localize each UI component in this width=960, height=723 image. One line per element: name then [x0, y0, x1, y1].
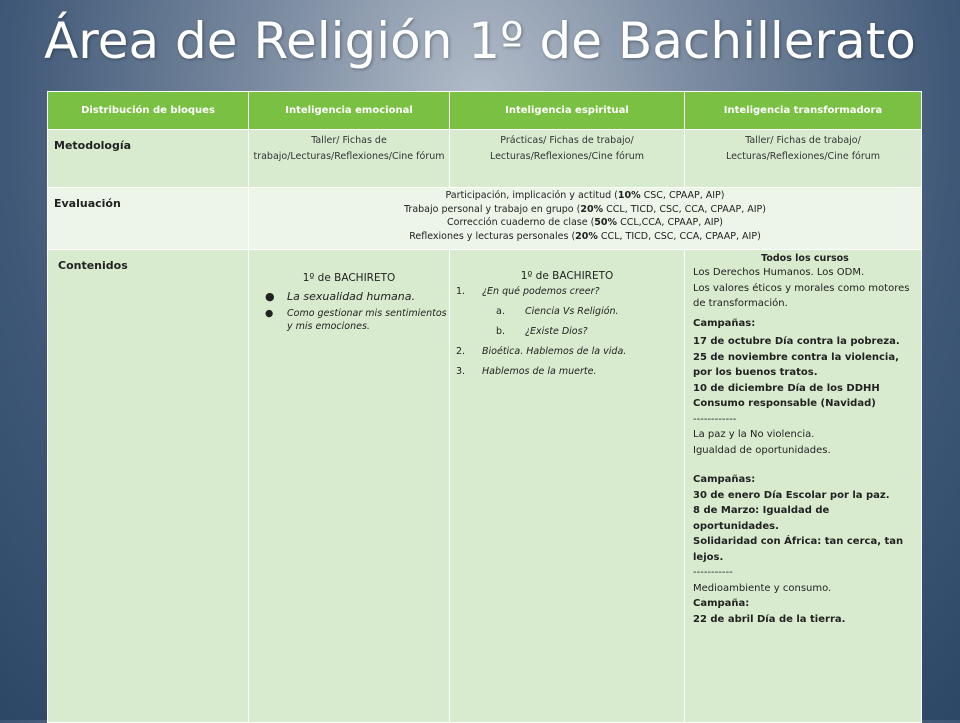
campaign-item: 10 de diciembre Día de los DDHH: [693, 382, 880, 394]
spacer: [693, 458, 917, 472]
curriculum-table: [47, 91, 922, 723]
text-line: La paz y la No violencia.: [693, 429, 815, 440]
evaluacion-line: [249, 203, 921, 217]
contenidos-label: Contenidos: [58, 259, 128, 272]
evaluacion-label: Evaluación: [54, 197, 121, 210]
espiritual-heading: 1º de BACHIRETO: [520, 270, 614, 282]
transformadora-content: [685, 250, 921, 627]
table-row-metodologia: [48, 130, 922, 188]
metodologia-emocional: Taller/ Fichas de trabajo/Lecturas/Reflexiones/Cine fórum: [253, 135, 445, 162]
campaign-item: Solidaridad con África: tan cerca, tan lejos.: [693, 536, 904, 563]
eval-text: CCL,CCA, CPAAP, AIP): [617, 217, 723, 228]
list-item: [450, 282, 684, 302]
text-line: Los valores éticos y morales como motores de transformación.: [693, 282, 910, 309]
campaign-label: Campañas:: [693, 317, 756, 329]
contenidos-transformadora-cell: [685, 250, 922, 723]
evaluacion-label-cell: [48, 188, 249, 250]
metodologia-transformadora: Taller/ Fichas de trabajo/ Lecturas/Reflexiones/Cine fórum: [725, 135, 881, 162]
eval-text: CCL, TICD, CSC, CCA, CPAAP, AIP): [597, 230, 761, 242]
text-line: Igualdad de oportunidades.: [693, 444, 831, 456]
list-number: b.: [496, 326, 506, 337]
list-number: 3.: [456, 366, 466, 377]
eval-percent: 20%: [575, 230, 598, 242]
eval-percent: 20%: [580, 203, 604, 215]
header-transformadora: Inteligencia transformadora: [685, 92, 922, 130]
metodologia-espiritual: Prácticas/ Fichas de trabajo/ Lecturas/Reflexiones/Cine fórum: [489, 135, 645, 162]
campaign-item: 17 de octubre Día contra la pobreza.: [693, 336, 900, 347]
bullet-icon: ●: [265, 308, 274, 319]
evaluacion-line: [249, 230, 921, 244]
evaluacion-line: [249, 216, 921, 230]
eval-percent: 10%: [617, 190, 641, 201]
eval-percent: 50%: [594, 217, 618, 228]
campaign-item: 22 de abril Día de la tierra.: [693, 613, 846, 625]
list-item-text: Ciencia Vs Religión.: [525, 306, 619, 317]
bullet-icon: ●: [265, 290, 275, 303]
campaign-item: 25 de noviembre contra la violencia, por los buenos tratos.: [693, 351, 899, 378]
list-item-text: Como gestionar mis sentimientos y mis emociones.: [287, 308, 447, 332]
list-item: [450, 302, 684, 322]
text-line: Los Derechos Humanos. Los ODM.: [693, 267, 865, 278]
campaign-item: Consumo responsable (Navidad): [693, 398, 876, 409]
list-item-text: ¿Existe Dios?: [525, 326, 588, 337]
list-item-text: La sexualidad humana.: [287, 290, 416, 303]
header-distribucion: Distribución de bloques: [48, 92, 249, 130]
campaign-item: 8 de Marzo: Igualdad de oportunidades.: [693, 505, 830, 532]
campaign-label: Campaña:: [693, 598, 750, 609]
list-number: a.: [496, 306, 505, 317]
eval-text: Trabajo personal y trabajo en grupo (: [404, 203, 581, 215]
contenidos-label-cell: [48, 250, 249, 723]
list-item: [265, 307, 449, 333]
table-row-contenidos: [48, 250, 922, 723]
separator: -----------: [693, 567, 733, 578]
metodologia-emocional-cell: [249, 130, 450, 188]
list-item: [265, 290, 449, 303]
metodologia-label: Metodología: [54, 139, 132, 152]
campaign-label: Campañas:: [693, 474, 756, 485]
transformadora-heading: Todos los cursos: [761, 253, 849, 264]
slide-title: Área de Religión 1º de Bachillerato: [44, 12, 916, 70]
espiritual-list: [450, 282, 684, 382]
list-item-text: ¿En qué podemos creer?: [482, 286, 600, 297]
metodologia-transformadora-cell: [685, 130, 922, 188]
list-item: [450, 362, 684, 382]
list-item-text: Bioética. Hablemos de la vida.: [482, 346, 627, 357]
contenidos-emocional-cell: [249, 250, 450, 723]
list-item: [450, 342, 684, 362]
evaluacion-list: [249, 188, 921, 243]
evaluacion-line: [249, 189, 921, 203]
eval-text: CCL, TICD, CSC, CCA, CPAAP, AIP): [603, 203, 766, 215]
contenidos-espiritual-cell: [450, 250, 685, 723]
separator: ------------: [693, 413, 737, 425]
eval-text: CSC, CPAAP, AIP): [640, 190, 725, 201]
list-number: 1.: [456, 286, 466, 297]
list-item: [450, 322, 684, 342]
header-emocional: Inteligencia emocional: [249, 92, 450, 130]
emocional-heading: 1º de BACHIRETO: [302, 272, 396, 284]
table-header-row: [48, 92, 922, 130]
table-row-evaluacion: [48, 188, 922, 250]
eval-text: Participación, implicación y actitud (: [445, 190, 618, 201]
eval-text: Corrección cuaderno de clase (: [447, 217, 595, 228]
header-espiritual: Inteligencia espiritual: [450, 92, 685, 130]
metodologia-espiritual-cell: [450, 130, 685, 188]
eval-text: Reflexiones y lecturas personales (: [409, 230, 576, 242]
campaign-item: 30 de enero Día Escolar por la paz.: [693, 489, 890, 501]
emocional-list: [249, 290, 449, 333]
list-number: 2.: [456, 346, 466, 357]
text-line: Medioambiente y consumo.: [693, 582, 832, 594]
evaluacion-content-cell: [249, 188, 922, 250]
metodologia-label-cell: [48, 130, 249, 188]
list-item-text: Hablemos de la muerte.: [482, 366, 597, 377]
